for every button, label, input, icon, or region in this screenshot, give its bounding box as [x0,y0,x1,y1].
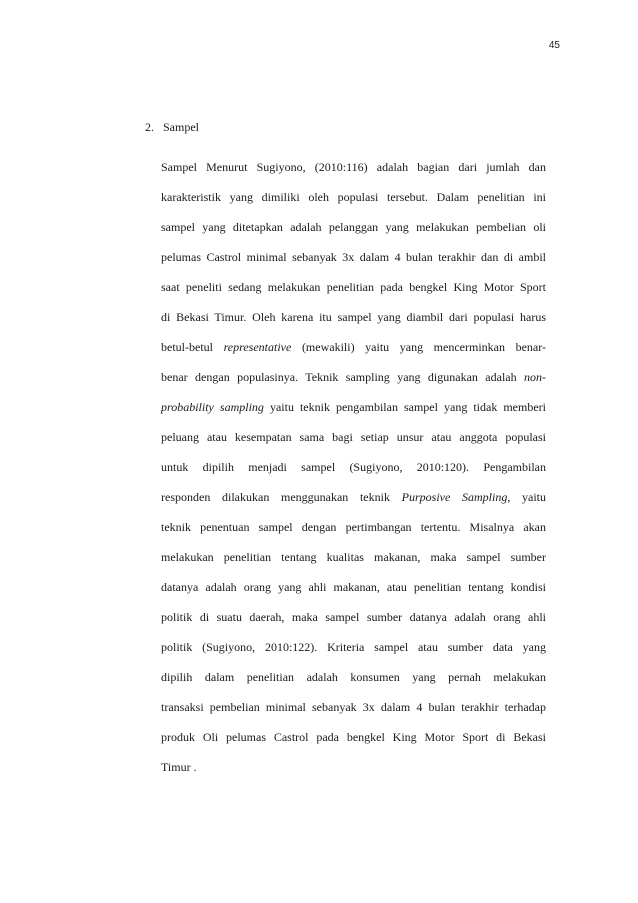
line-text: benar dengan populasinya. Teknik sampling yang digunakan adalah [161,370,524,384]
paragraph-line [161,550,546,580]
paragraph-line [161,610,546,640]
line-text: dipilih dalam penelitian adalah konsumen yang pernah melakukan [161,670,546,684]
line-text: , yaitu [507,490,546,504]
line-text: transaksi pembelian minimal sebanyak 3x dalam 4 bulan terakhir terhadap [161,700,546,714]
section-heading [145,120,199,135]
italic-term: representative [223,340,292,354]
paragraph-line [161,190,546,220]
line-text: teknik penentuan sampel dengan pertimbangan tertentu. Misalnya akan [161,520,546,534]
body-paragraph [161,160,546,790]
paragraph-line [161,460,546,490]
paragraph-line [161,310,546,340]
line-text: melakukan penelitian tentang kualitas makanan, maka sampel sumber [161,550,546,564]
paragraph-line [161,340,546,370]
line-text: Sampel Menurut Sugiyono, (2010:116) adalah bagian dari jumlah dan [161,160,546,174]
line-text: sampel yang ditetapkan adalah pelanggan yang melakukan pembelian oli [161,220,546,234]
line-text: karakteristik yang dimiliki oleh populasi tersebut. Dalam penelitian ini [161,190,546,204]
line-text: betul-betul [161,340,224,354]
paragraph-line [161,370,546,400]
line-text: Timur . [161,760,197,774]
paragraph-line [161,580,546,610]
line-text: produk Oli pelumas Castrol pada bengkel King Motor Sport di Bekasi [161,730,546,744]
italic-term: probability sampling [161,400,264,414]
italic-term: non- [524,370,546,384]
paragraph-line [161,400,546,430]
line-text: saat peneliti sedang melakukan penelitian pada bengkel King Motor Sport [161,280,546,294]
paragraph-line [161,490,546,520]
paragraph-line [161,760,546,790]
italic-term: Purposive Sampling [401,490,508,504]
paragraph-line [161,430,546,460]
paragraph-line [161,730,546,760]
paragraph-line [161,670,546,700]
line-text: (mewakili) yaitu yang mencerminkan benar- [291,340,546,354]
paragraph-line [161,250,546,280]
section-title: Sampel [163,120,199,134]
paragraph-line [161,520,546,550]
line-text: di Bekasi Timur. Oleh karena itu sampel yang diambil dari populasi harus [161,310,546,324]
paragraph-line [161,160,546,190]
paragraph-line [161,280,546,310]
line-text: responden dilakukan menggunakan teknik [161,490,402,504]
paragraph-line [161,640,546,670]
line-text: datanya adalah orang yang ahli makanan, atau penelitian tentang kondisi [161,580,546,594]
line-text: politik di suatu daerah, maka sampel sumber datanya adalah orang ahli [161,610,546,624]
line-text: pelumas Castrol minimal sebanyak 3x dalam 4 bulan terakhir dan di ambil [161,250,546,264]
line-text: politik (Sugiyono, 2010:122). Kriteria sampel atau sumber data yang [161,640,546,654]
paragraph-line [161,220,546,250]
page-number: 45 [548,40,560,51]
line-text: peluang atau kesempatan sama bagi setiap unsur atau anggota populasi [161,430,546,444]
section-number: 2. [145,120,154,134]
line-text: yaitu teknik pengambilan sampel yang tidak memberi [263,400,547,414]
line-text: untuk dipilih menjadi sampel (Sugiyono, 2010:120). Pengambilan [161,460,546,474]
paragraph-line [161,700,546,730]
